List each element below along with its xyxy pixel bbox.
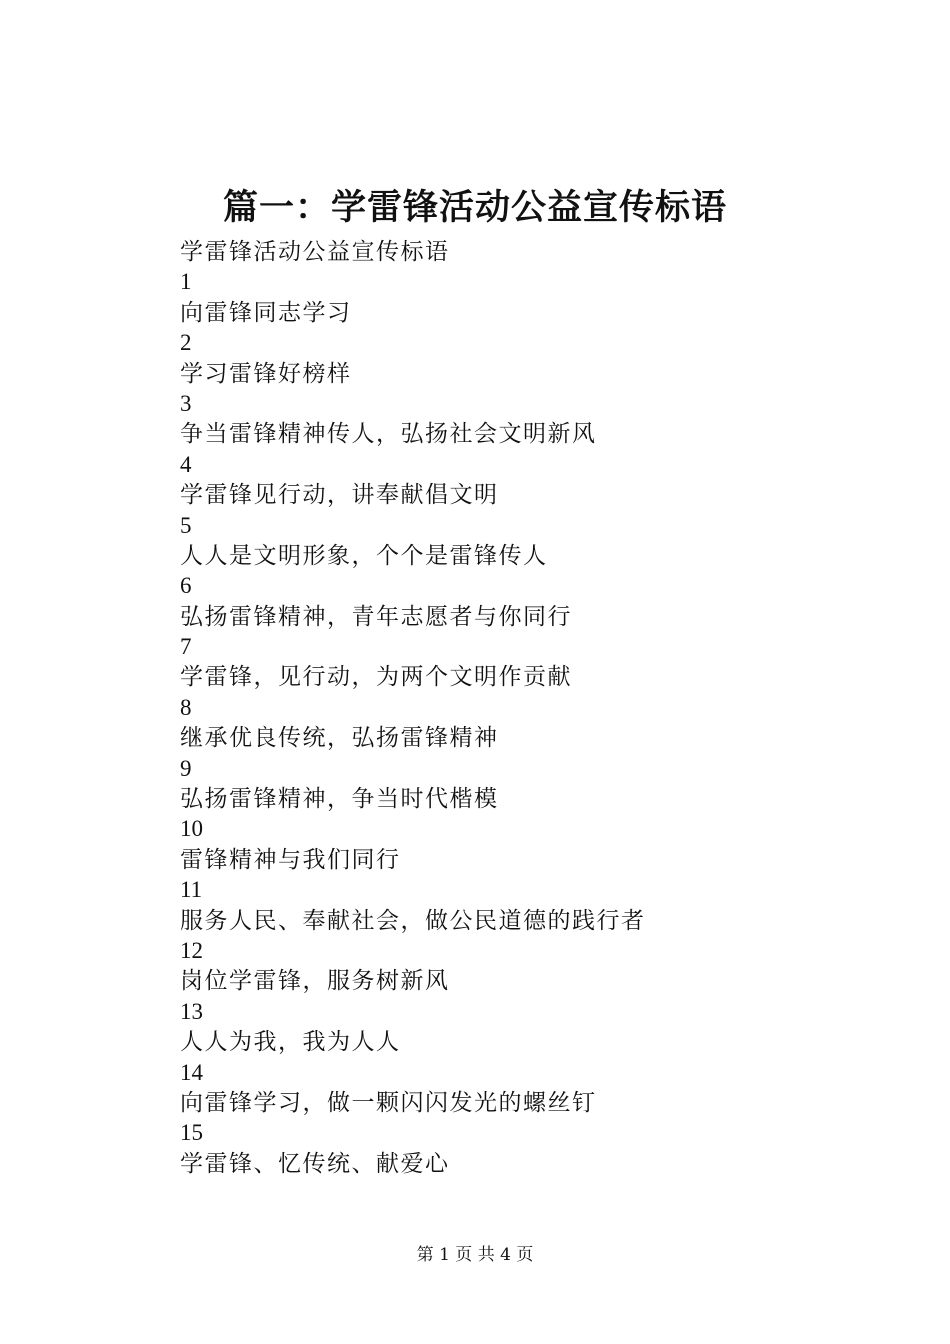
slogan-number: 6 xyxy=(180,573,192,599)
slogan-text: 继承优良传统，弘扬雷锋精神 xyxy=(180,725,499,752)
slogan-text: 弘扬雷锋精神，青年志愿者与你同行 xyxy=(180,603,572,630)
slogan-text: 弘扬雷锋精神，争当时代楷模 xyxy=(180,786,499,813)
slogan-number: 14 xyxy=(180,1059,203,1085)
slogan-text: 向雷锋同志学习 xyxy=(180,299,352,326)
slogan-text: 学雷锋，见行动，为两个文明作贡献 xyxy=(180,664,572,691)
slogan-text: 岗位学雷锋，服务树新风 xyxy=(180,968,450,995)
slogan-number: 11 xyxy=(180,877,203,903)
document-title: 篇一：学雷锋活动公益宣传标语 xyxy=(222,187,727,228)
slogan-text: 学雷锋见行动，讲奉献倡文明 xyxy=(180,482,499,509)
slogan-number: 12 xyxy=(180,937,203,963)
slogan-text: 雷锋精神与我们同行 xyxy=(180,846,401,873)
slogan-number: 2 xyxy=(180,330,192,356)
slogan-number: 3 xyxy=(180,390,192,416)
slogan-text: 争当雷锋精神传人，弘扬社会文明新风 xyxy=(180,421,597,448)
slogan-number: 15 xyxy=(180,1120,203,1146)
slogan-number: 7 xyxy=(180,634,192,660)
slogan-number: 1 xyxy=(180,269,192,295)
slogan-text: 学习雷锋好榜样 xyxy=(180,360,352,387)
slogan-number: 8 xyxy=(180,694,192,720)
slogan-text: 人人是文明形象，个个是雷锋传人 xyxy=(180,542,548,569)
document-subtitle: 学雷锋活动公益宣传标语 xyxy=(180,239,450,265)
page-footer: 第 1 页 共 4 页 xyxy=(416,1245,534,1265)
slogan-text: 向雷锋学习，做一颗闪闪发光的螺丝钉 xyxy=(180,1089,597,1116)
slogan-number: 13 xyxy=(180,998,203,1024)
document-body xyxy=(180,237,880,1179)
slogan-number: 10 xyxy=(180,816,203,842)
slogan-number: 5 xyxy=(180,512,192,538)
slogan-text: 服务人民、奉献社会，做公民道德的践行者 xyxy=(180,907,646,934)
slogan-text: 人人为我，我为人人 xyxy=(180,1029,401,1056)
slogan-number: 4 xyxy=(180,451,192,477)
slogan-number: 9 xyxy=(180,755,192,781)
slogan-text: 学雷锋、忆传统、献爱心 xyxy=(180,1150,450,1177)
